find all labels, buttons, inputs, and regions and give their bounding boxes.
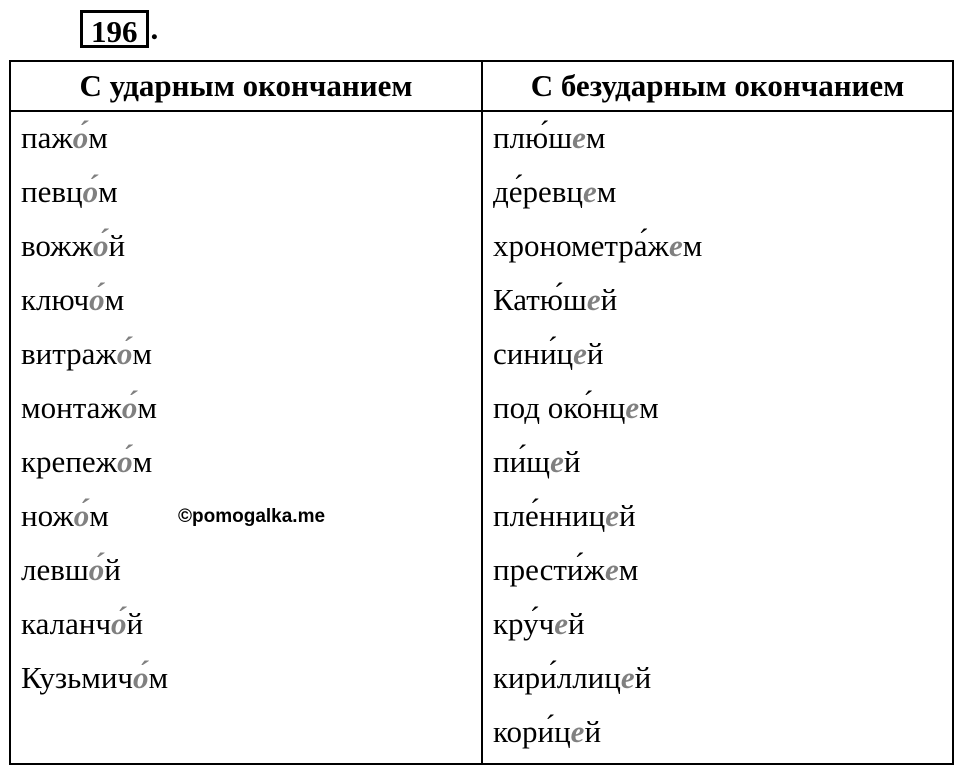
header-stressed-ending: С ударным окончанием — [11, 62, 483, 110]
word-stem: под око́нц — [493, 390, 626, 425]
stressed-word — [11, 277, 481, 331]
endings-table — [9, 60, 954, 765]
word-stem: сини́ц — [493, 336, 574, 371]
word-ending: м — [682, 228, 703, 263]
highlighted-vowel: е — [583, 174, 597, 209]
word-stem: пле́нниц — [493, 498, 606, 533]
word-ending: м — [132, 444, 153, 479]
word-ending: м — [98, 174, 118, 209]
word-stem: монтаж — [21, 390, 122, 425]
stressed-word — [11, 169, 481, 223]
word-stem: де́ревц — [493, 174, 584, 209]
word-stem: кори́ц — [493, 714, 571, 749]
stressed-word — [11, 115, 481, 169]
word-stem: Катю́ш — [493, 282, 587, 317]
highlighted-vowel: о́ — [116, 336, 133, 371]
unstressed-word — [483, 169, 952, 223]
highlighted-vowel: о́ — [73, 498, 90, 533]
highlighted-vowel: е — [604, 552, 619, 587]
stressed-word — [11, 439, 481, 493]
unstressed-word — [483, 331, 952, 385]
word-stem: кири́ллиц — [493, 660, 621, 695]
stressed-word — [11, 655, 481, 709]
highlighted-vowel: о́ — [133, 660, 149, 695]
highlighted-vowel: о́ — [82, 174, 99, 209]
word-ending: й — [568, 606, 585, 641]
highlighted-vowel: е — [550, 444, 564, 479]
unstressed-word — [483, 385, 952, 439]
word-ending: й — [618, 498, 636, 533]
word-ending: й — [586, 336, 604, 371]
unstressed-word — [483, 655, 952, 709]
unstressed-word — [483, 547, 952, 601]
stressed-word — [11, 223, 481, 277]
word-stem: плю́ш — [493, 120, 573, 155]
word-stem: левш — [21, 552, 89, 587]
unstressed-word — [483, 601, 952, 655]
word-ending: й — [600, 282, 618, 317]
exercise-number-dot: . — [150, 11, 159, 46]
word-stem: хронометра́ж — [493, 228, 669, 263]
word-ending: м — [89, 498, 109, 533]
word-stem: Кузьмич — [21, 660, 134, 695]
word-ending: м — [639, 390, 659, 425]
highlighted-vowel: о́ — [72, 120, 89, 155]
word-ending: м — [596, 174, 617, 209]
unstressed-word — [483, 115, 952, 169]
unstressed-word — [483, 223, 952, 277]
exercise-number — [80, 4, 158, 48]
word-ending: й — [104, 552, 121, 587]
highlighted-vowel: е — [625, 390, 640, 425]
word-stem: крепеж — [21, 444, 118, 479]
word-stem: каланч — [21, 606, 112, 641]
stressed-word — [11, 331, 481, 385]
unstressed-word — [483, 439, 952, 493]
word-stem: ключ — [21, 282, 90, 317]
unstressed-word — [483, 709, 952, 763]
table-header-row — [11, 62, 952, 112]
highlighted-vowel: е — [668, 228, 683, 263]
stressed-word — [11, 547, 481, 601]
word-stem: витраж — [21, 336, 117, 371]
table-body — [11, 112, 952, 763]
word-stem: прести́ж — [493, 552, 605, 587]
header-unstressed-ending: С безударным окончанием — [530, 68, 905, 103]
highlighted-vowel: е — [586, 282, 601, 317]
highlighted-vowel: е — [554, 606, 569, 641]
word-stem: вожж — [21, 228, 93, 263]
unstressed-word — [483, 493, 952, 547]
word-ending: й — [584, 714, 602, 749]
highlighted-vowel: о́ — [121, 390, 138, 425]
word-ending: м — [104, 282, 125, 317]
highlighted-vowel: е — [620, 660, 635, 695]
word-ending: й — [108, 228, 126, 263]
highlighted-vowel: е — [573, 336, 587, 371]
unstressed-ending-column — [483, 112, 952, 763]
highlighted-vowel: о́ — [89, 282, 105, 317]
word-ending: й — [563, 444, 581, 479]
highlighted-vowel: о́ — [117, 444, 133, 479]
word-ending: м — [148, 660, 169, 695]
exercise-number-box: 196 — [80, 10, 149, 48]
stressed-word — [11, 385, 481, 439]
highlighted-vowel: о́ — [93, 228, 109, 263]
word-ending: м — [618, 552, 639, 587]
word-stem: кру́ч — [493, 606, 555, 641]
word-ending: м — [137, 390, 157, 425]
stressed-word — [11, 601, 481, 655]
word-stem: певц — [21, 174, 83, 209]
word-stem: пи́щ — [493, 444, 551, 479]
highlighted-vowel: о́ — [88, 552, 105, 587]
watermark-text: ©pomogalka.me — [178, 506, 326, 527]
highlighted-vowel: е — [572, 120, 586, 155]
unstressed-word — [483, 277, 952, 331]
word-stem: нож — [21, 498, 74, 533]
word-ending: м — [132, 336, 152, 371]
word-ending: й — [126, 606, 144, 641]
highlighted-vowel: е — [570, 714, 585, 749]
highlighted-vowel: о́ — [111, 606, 127, 641]
word-stem: паж — [21, 120, 73, 155]
stressed-ending-column — [11, 112, 483, 763]
highlighted-vowel: е — [605, 498, 619, 533]
word-ending: й — [634, 660, 652, 695]
word-ending: м — [585, 120, 606, 155]
word-ending: м — [88, 120, 108, 155]
